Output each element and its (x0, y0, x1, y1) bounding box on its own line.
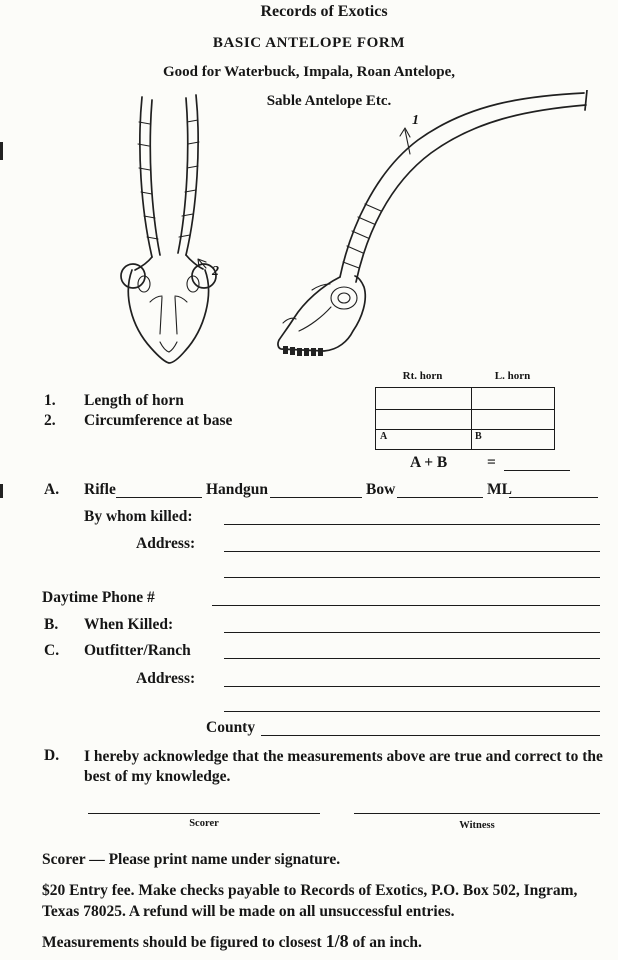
cell-b-label: B (475, 431, 482, 442)
handgun-label: Handgun (206, 481, 269, 498)
section-a-letter: A. (44, 481, 60, 498)
witness-signature-label: Witness (459, 820, 495, 831)
item-1-label: Length of horn (84, 392, 184, 409)
form-name: BASIC ANTELOPE FORM (212, 35, 406, 51)
scorer-signature-line[interactable] (88, 798, 320, 814)
page-title: Records of Exotics (260, 3, 388, 20)
scan-artifact-mark (0, 484, 3, 498)
bow-field-line[interactable] (397, 482, 483, 498)
acknowledgement-statement: I hereby acknowledge that the measurements above are true and correct to the best of my knowledge. (84, 748, 603, 786)
section-c-letter: C. (44, 642, 60, 659)
side-skull-drawing (252, 90, 608, 368)
by-whom-killed-field-line[interactable] (224, 509, 600, 525)
handgun-field-line[interactable] (270, 482, 362, 498)
good-for-line-2: Sable Antelope Etc. (266, 93, 392, 109)
ml-field-line[interactable] (509, 482, 598, 498)
item-2-number: 2. (44, 412, 56, 429)
by-whom-killed-label: By whom killed: (84, 508, 193, 525)
hunter-address-label: Address: (136, 535, 196, 552)
scorer-signature-label: Scorer (189, 818, 219, 829)
ranch-address-field-line[interactable] (224, 671, 600, 687)
when-killed-field-line[interactable] (224, 617, 600, 633)
daytime-phone-label: Daytime Phone # (42, 589, 155, 606)
hunter-address-field-line-2[interactable] (224, 562, 600, 578)
county-label: County (206, 719, 256, 736)
entry-fee-note-pre: $20 Entry fee. Make checks payable to (42, 882, 301, 899)
rt-horn-circumference-cell[interactable] (376, 409, 471, 429)
outfitter-ranch-label: Outfitter/Ranch (84, 642, 191, 659)
total-a-cell[interactable] (390, 429, 471, 449)
section-b-letter: B. (44, 616, 59, 633)
sum-label: A + B (410, 454, 448, 471)
outfitter-ranch-field-line[interactable] (224, 643, 600, 659)
measurement-note-pre: Measurements should be figured to closest (42, 934, 326, 951)
column-header-right-horn: Rt. horn (402, 370, 443, 382)
total-b-cell[interactable] (485, 429, 556, 449)
column-header-left-horn: L. horn (494, 370, 531, 382)
rifle-label: Rifle (84, 481, 116, 498)
witness-signature-line[interactable] (354, 798, 600, 814)
rt-horn-length-cell[interactable] (376, 388, 471, 409)
l-horn-length-cell[interactable] (471, 388, 556, 409)
measurement-table (375, 387, 555, 450)
good-for-line-1: Good for Waterbuck, Impala, Roan Antelope, (163, 64, 455, 80)
horn-label-1: 1 (412, 113, 419, 128)
bow-label: Bow (366, 481, 396, 498)
rifle-field-line[interactable] (116, 482, 202, 498)
l-horn-circumference-cell[interactable] (471, 409, 556, 429)
measurement-note-post: of an inch. (348, 934, 422, 951)
item-1-number: 1. (44, 392, 56, 409)
entry-fee-note-post: A refund will be made on all unsuccessful entries. (125, 903, 455, 921)
hunter-address-field-line[interactable] (224, 536, 600, 552)
county-field-line[interactable] (261, 720, 600, 736)
equals-sign: = (487, 454, 496, 471)
front-skull-drawing (106, 92, 250, 367)
scorer-note: Scorer — Please print name under signature. (42, 851, 341, 868)
entry-fee-note (42, 880, 598, 923)
measurement-precision-note (42, 929, 598, 954)
payable-to-address: Records of Exotics, P.O. Box 502, Ingram, Texas 78025. (42, 882, 578, 921)
item-2-label: Circumference at base (84, 412, 233, 429)
daytime-phone-field-line[interactable] (212, 590, 600, 606)
one-eighth-fraction: 1/8 (325, 931, 349, 951)
horn-label-2: 2 (212, 264, 219, 279)
section-d-letter: D. (44, 747, 60, 764)
ranch-address-label: Address: (136, 670, 196, 687)
when-killed-label: When Killed: (84, 616, 174, 633)
sum-total-field-line[interactable] (504, 455, 570, 471)
cell-a-label: A (380, 431, 388, 442)
scan-artifact-mark (0, 142, 3, 160)
ml-label: ML (487, 481, 512, 498)
ranch-address-field-line-2[interactable] (224, 696, 600, 712)
